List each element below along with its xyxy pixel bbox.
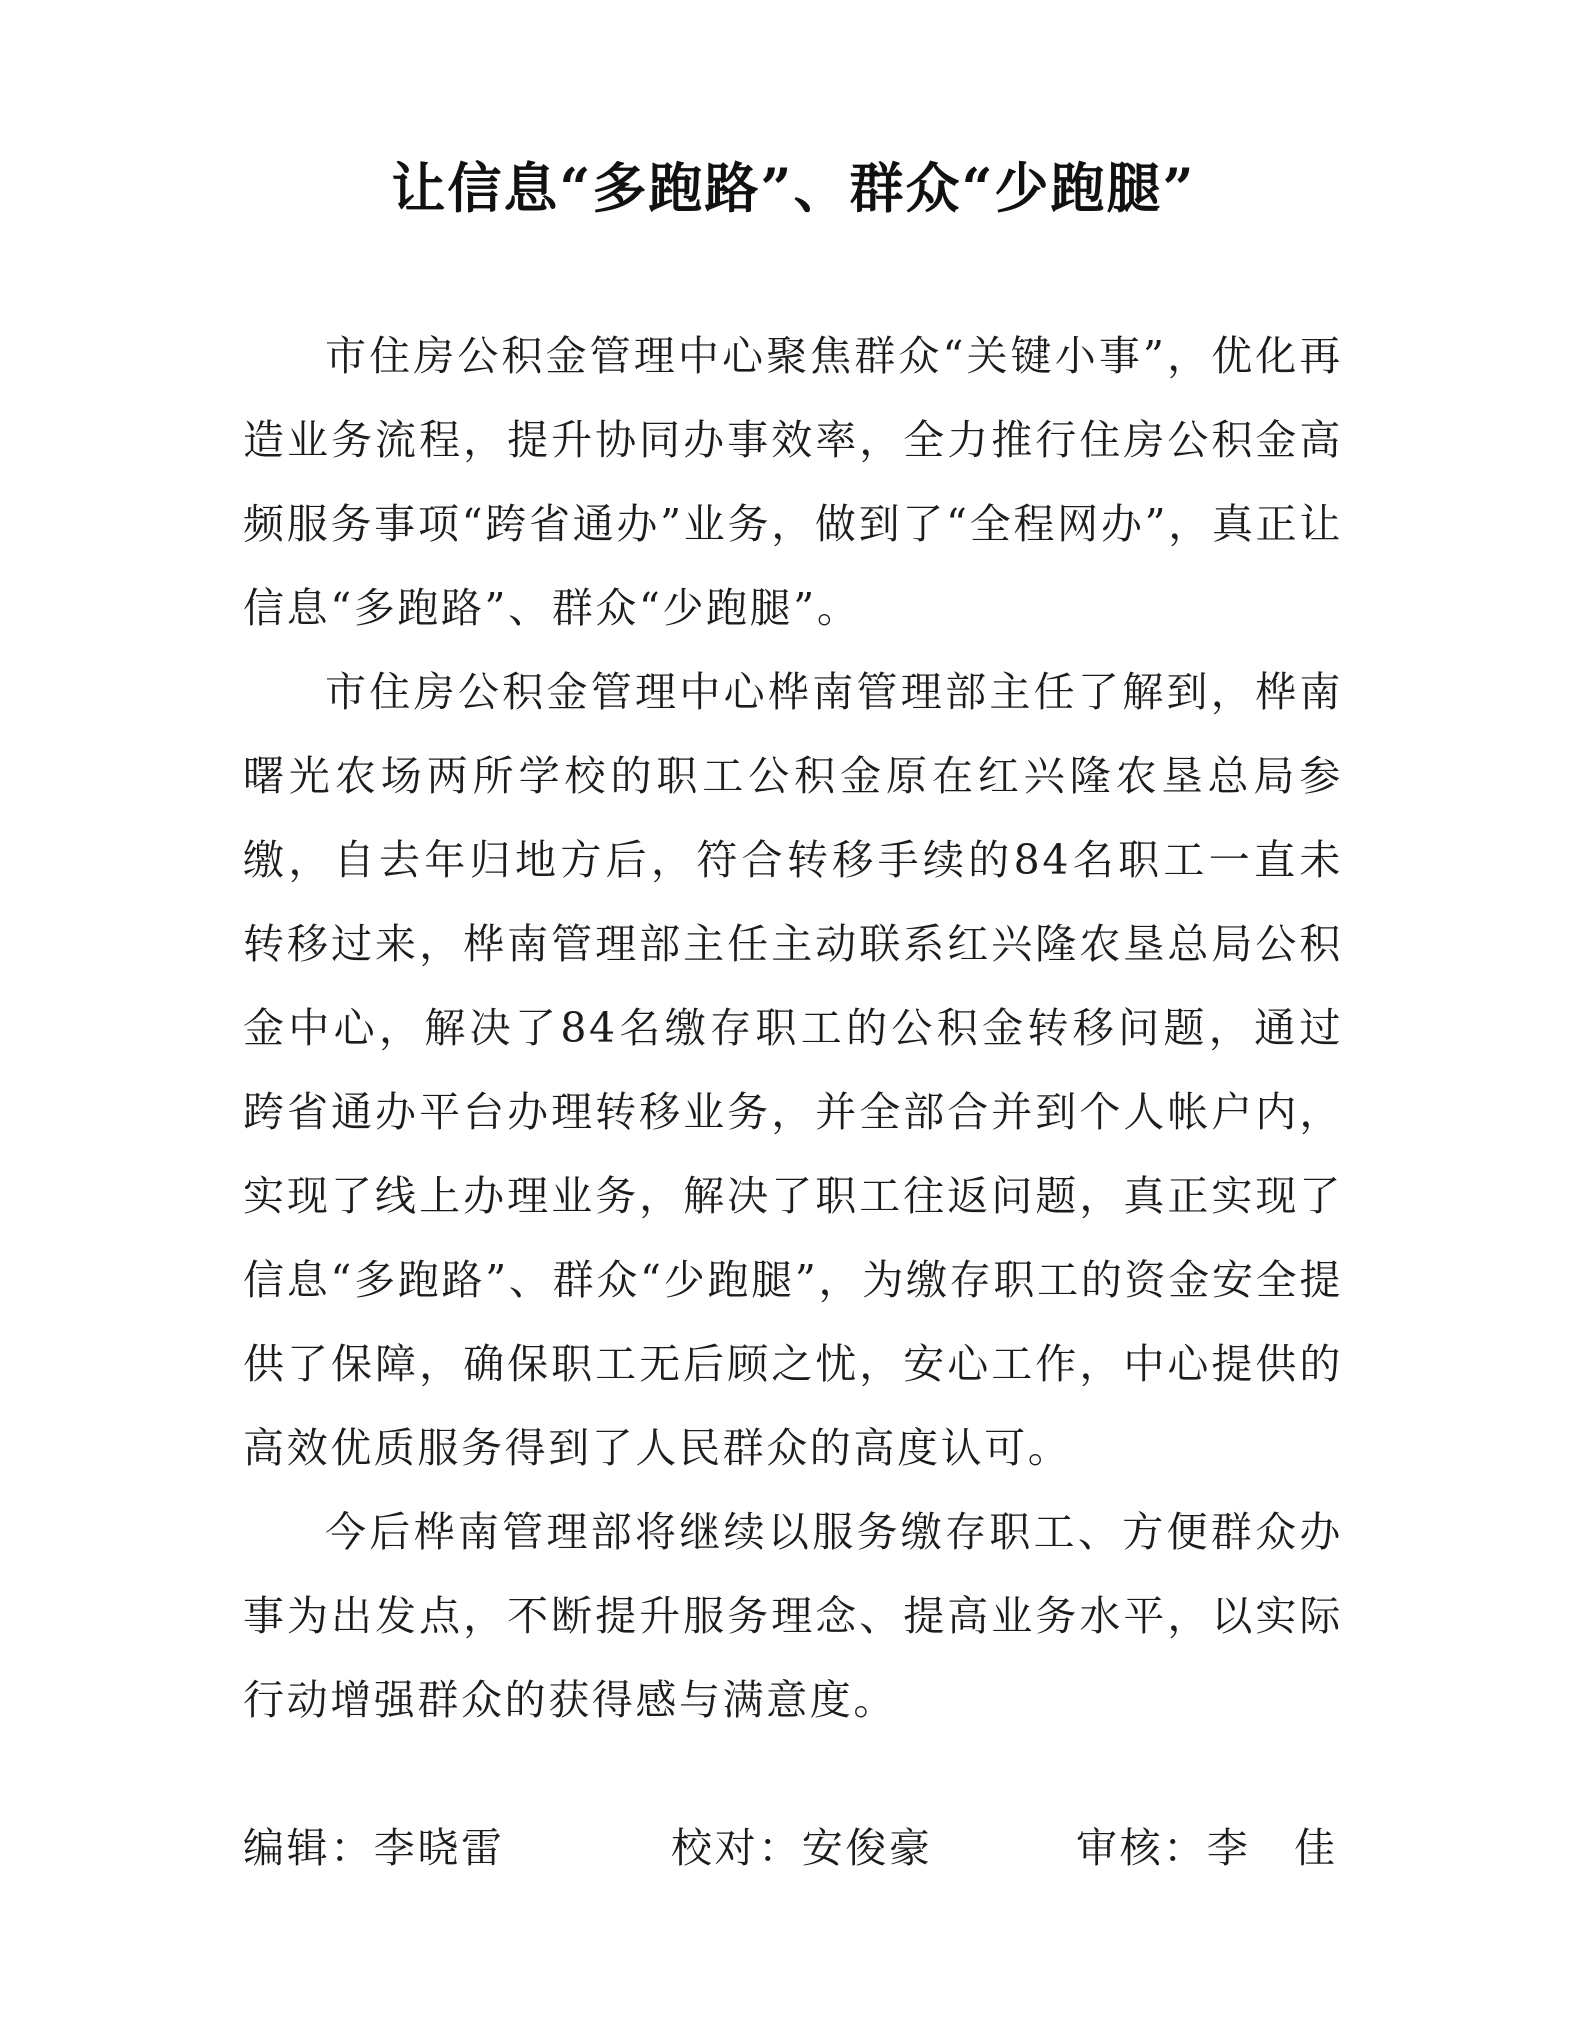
editor-credit: 编辑：李晓雷	[243, 1824, 505, 1872]
article-body	[243, 314, 1343, 1742]
signature-line	[243, 1806, 1343, 1890]
article-paragraph-3: 今后桦南管理部将继续以服务缴存职工、方便群众办事为出发点，不断提升服务理念、提高业务水平，以实际行动增强群众的获得感与满意度。	[243, 1508, 1343, 1724]
reviewer-credit: 审核：李 佳	[1076, 1824, 1338, 1872]
proofreader-credit: 校对：安俊豪	[671, 1824, 933, 1872]
article-title: 让信息“多跑路”、群众“少跑腿”	[391, 156, 1196, 220]
article-paragraph-1: 市住房公积金管理中心聚焦群众“关键小事”，优化再造业务流程，提升协同办事效率，全力推行住房公积金高频服务事项“跨省通办”业务，做到了“全程网办”，真正让信息“多跑路”、群众“少跑腿”。	[243, 332, 1343, 632]
article-paragraph-2: 市住房公积金管理中心桦南管理部主任了解到，桦南曙光农场两所学校的职工公积金原在红兴隆农垦总局参缴，自去年归地方后，符合转移手续的84名职工一直未转移过来，桦南管理部主任主动联系红兴隆农垦总局公积金中心，解决了84名缴存职工的公积金转移问题，通过跨省通办平台办理转移业务，并全部合并到个人帐户内，实现了线上办理业务，解决了职工往返问题，真正实现了信息“多跑路”、群众“少跑腿”，为缴存职工的资金安全提供了保障，确保职工无后顾之忧，安心工作，中心提供的高效优质服务得到了人民群众的高度认可。	[243, 668, 1343, 1472]
